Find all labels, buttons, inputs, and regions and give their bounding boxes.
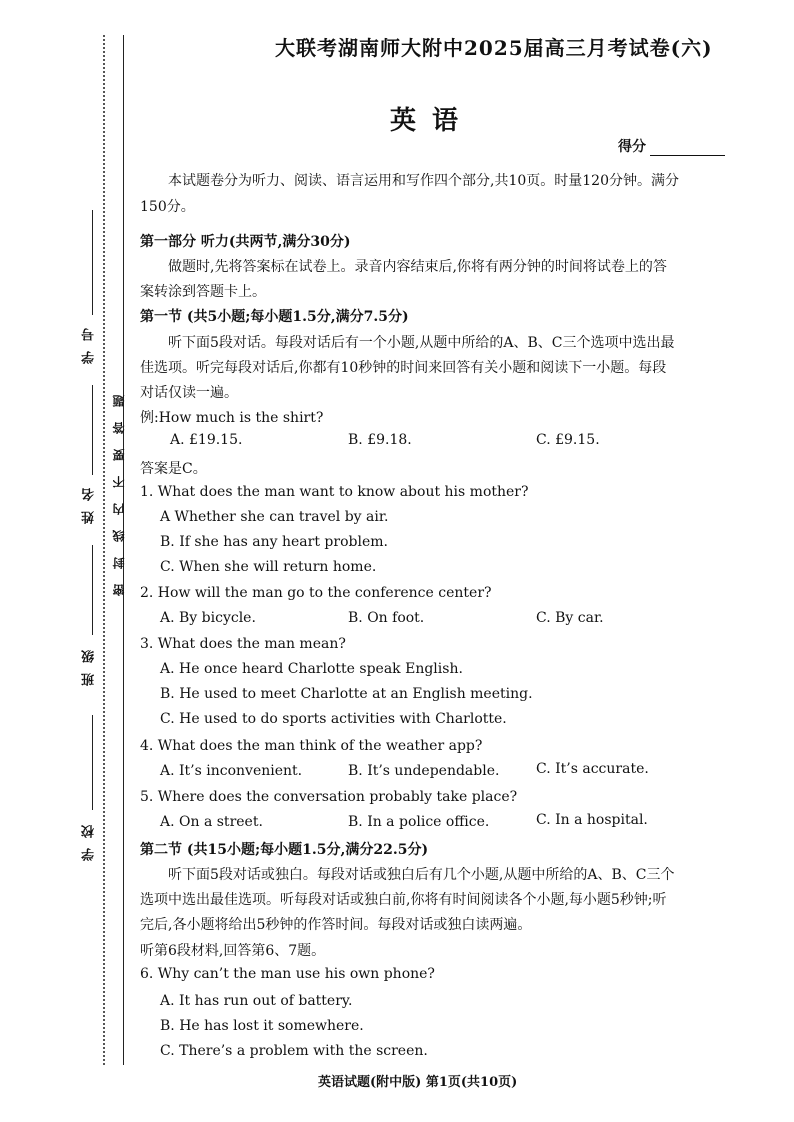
student-id-label: 学号 xyxy=(82,318,97,364)
score-label: 得分 xyxy=(618,139,646,155)
student-id-blank xyxy=(92,210,93,315)
example-answer: 答案是C。 xyxy=(140,461,207,477)
binding-dotted-line xyxy=(103,35,105,1065)
part1-title: 第一部分 听力(共两节,满分30分) xyxy=(140,234,351,250)
sec2-instr-1: 听下面5段对话或独白。每段对话或独白后有几个小题,从题中所给的A、B、C三个 xyxy=(168,867,675,883)
q1-option-b: B. If she has any heart problem. xyxy=(160,534,388,550)
q6-option-c: C. There’s a problem with the screen. xyxy=(160,1043,428,1059)
example-option-a: A. £19.15. xyxy=(170,432,243,448)
q1-text: 1. What does the man want to know about his mother? xyxy=(140,484,529,500)
part1-instr-2: 案转涂到答题卡上。 xyxy=(140,284,266,300)
class-blank xyxy=(92,545,93,635)
q4-option-a: A. It’s inconvenient. xyxy=(160,763,303,779)
sec2-sub-instruction: 听第6段材料,回答第6、7题。 xyxy=(140,943,326,959)
score-field xyxy=(618,136,725,156)
exam-header: 大联考湖南师大附中2025届高三月考试卷(六) xyxy=(275,36,713,60)
q1-option-a: A Whether she can travel by air. xyxy=(160,509,389,525)
school-label: 学校 xyxy=(82,815,97,861)
q3-option-b: B. He used to meet Charlotte at an English meeting. xyxy=(160,686,533,702)
subject-title: 英语 xyxy=(390,106,475,136)
q1-option-c: C. When she will return home. xyxy=(160,559,377,575)
sec1-instr-2: 佳选项。听完每段对话后,你都有10秒钟的时间来回答有关小题和阅读下一小题。每段 xyxy=(140,360,667,376)
q6-option-a: A. It has run out of battery. xyxy=(160,993,353,1009)
sec2-instr-2: 选项中选出最佳选项。听每段对话或独白前,你将有时间阅读各个小题,每小题5秒钟;听 xyxy=(140,892,667,908)
class-label: 班级 xyxy=(82,640,97,686)
q6-text: 6. Why can’t the man use his own phone? xyxy=(140,966,435,982)
page-footer: 英语试题(附中版) 第1页(共10页) xyxy=(318,1075,518,1090)
q5-option-a: A. On a street. xyxy=(160,814,263,830)
example-option-c: C. £9.15. xyxy=(536,432,600,448)
sec2-title: 第二节 (共15小题;每小题1.5分,满分22.5分) xyxy=(140,842,429,858)
q2-text: 2. How will the man go to the conference center? xyxy=(140,585,492,601)
q4-option-c: C. It’s accurate. xyxy=(536,761,649,777)
q2-option-a: A. By bicycle. xyxy=(160,610,256,626)
sec1-title: 第一节 (共5小题;每小题1.5分,满分7.5分) xyxy=(140,309,409,325)
part1-instr-1: 做题时,先将答案标在试卷上。录音内容结束后,你将有两分钟的时间将试卷上的答 xyxy=(168,259,667,275)
q5-option-b: B. In a police office. xyxy=(348,814,490,830)
q5-text: 5. Where does the conversation probably take place? xyxy=(140,789,518,805)
example-question: 例:How much is the shirt? xyxy=(140,410,324,426)
name-blank xyxy=(92,385,93,475)
score-blank xyxy=(650,141,725,156)
name-label: 姓名 xyxy=(82,478,97,524)
q2-option-b: B. On foot. xyxy=(348,610,425,626)
q3-option-a: A. He once heard Charlotte speak English. xyxy=(160,661,463,677)
school-blank xyxy=(92,715,93,810)
sec2-instr-3: 完后,各小题将给出5秒钟的作答时间。每段对话或独白读两遍。 xyxy=(140,917,532,933)
q4-option-b: B. It’s undependable. xyxy=(348,763,500,779)
intro-line-1: 本试题卷分为听力、阅读、语言运用和写作四个部分,共10页。时量120分钟。满分 xyxy=(168,173,679,189)
q6-option-b: B. He has lost it somewhere. xyxy=(160,1018,364,1034)
q2-option-c: C. By car. xyxy=(536,610,604,626)
q3-text: 3. What does the man mean? xyxy=(140,636,346,652)
sec1-instr-3: 对话仅读一遍。 xyxy=(140,385,238,401)
q4-text: 4. What does the man think of the weather app? xyxy=(140,738,483,754)
intro-line-2: 150分。 xyxy=(140,199,195,215)
q5-option-c: C. In a hospital. xyxy=(536,812,648,828)
sec1-instr-1: 听下面5段对话。每段对话后有一个小题,从题中所给的A、B、C三个选项中选出最 xyxy=(168,335,675,351)
seal-line-warning: 密封线内不要答题 xyxy=(112,380,126,596)
example-option-b: B. £9.18. xyxy=(348,432,412,448)
q3-option-c: C. He used to do sports activities with Charlotte. xyxy=(160,711,507,727)
